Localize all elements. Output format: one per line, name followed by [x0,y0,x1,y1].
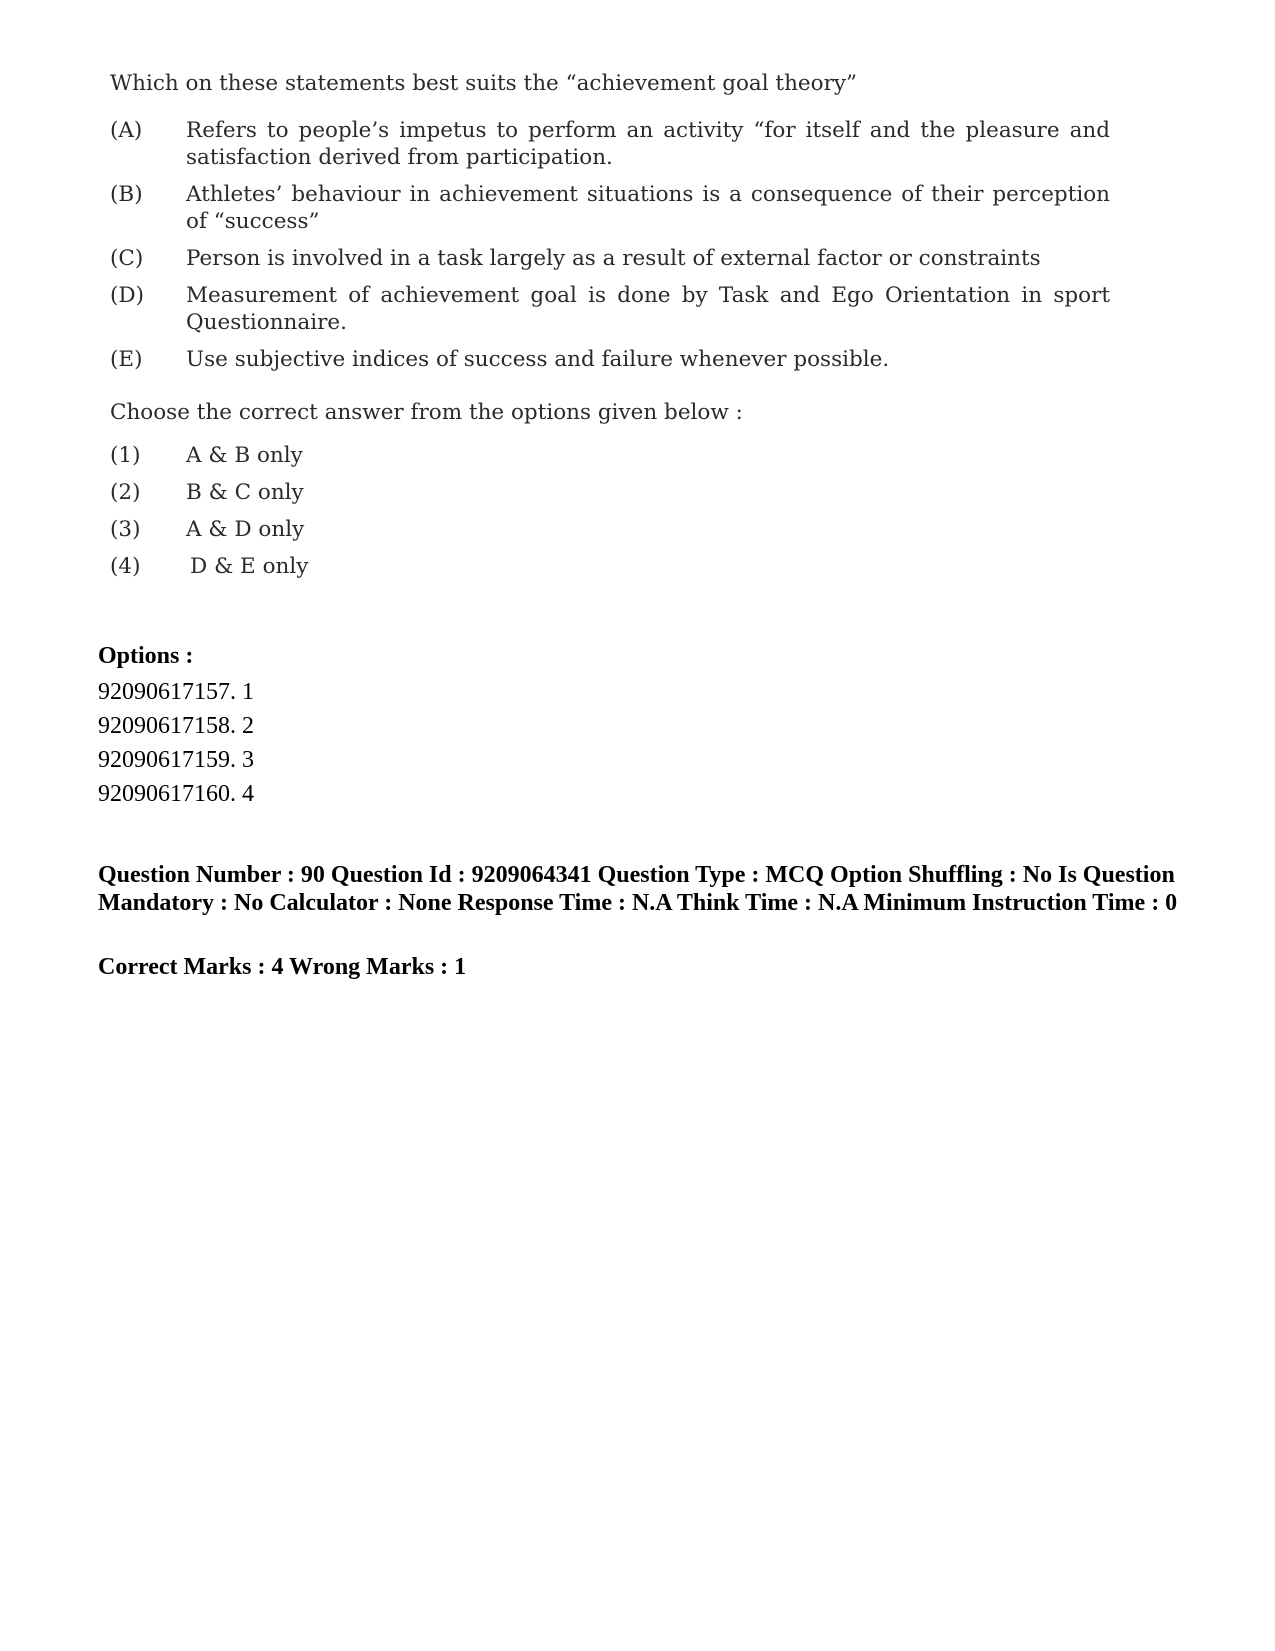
choice-text: B & C only [186,480,304,505]
statement-label: (B) [110,182,143,207]
question-image [110,70,1110,590]
statement-e [110,346,1110,373]
choice-text: D & E only [190,554,309,579]
statement-text: Use subjective indices of success and failure whenever possible. [186,347,890,372]
choice-label: (1) [110,443,141,468]
option-id-list [98,675,1178,811]
option-id-item: 92090617158. 2 [98,713,254,739]
statement-c [110,245,1110,272]
statement-d [110,282,1110,336]
choice-4 [110,553,1110,580]
statement-text: Refers to people’s impetus to perform an activity “for itself and the pleasure and satisfaction derived from participation. [186,118,1110,170]
statement-label: (D) [110,283,145,308]
statement-label: (E) [110,347,143,372]
choice-text: A & D only [186,517,305,542]
statement-text: Person is involved in a task largely as a result of external factor or constraints [186,246,1041,271]
choice-text: A & B only [186,443,303,468]
option-id-item: 92090617159. 3 [98,747,254,773]
choice-2 [110,479,1110,506]
statement-b [110,181,1110,235]
question-details: Question Number : 90 Question Id : 9209064341 Question Type : MCQ Option Shuffling : No Is Question Mandatory : No Calculator : None Response Time : N.A Think Time : N.A Minimum Instruction Time : 0 [98,862,1178,916]
statement-a [110,117,1110,171]
statement-text: Athletes’ behaviour in achievement situations is a consequence of their perception of “success” [186,182,1110,234]
option-id-item: 92090617160. 4 [98,781,254,807]
choose-prompt: Choose the correct answer from the options given below : [110,400,743,425]
option-id-item: 92090617157. 1 [98,679,254,705]
statement-label: (C) [110,246,144,271]
choice-label: (2) [110,480,141,505]
marks-info: Correct Marks : 4 Wrong Marks : 1 [98,954,467,980]
statement-text: Measurement of achievement goal is done by Task and Ego Orientation in sport Questionnaire. [186,283,1110,335]
choice-3 [110,516,1110,543]
statement-label: (A) [110,118,143,143]
choice-label: (3) [110,517,141,542]
choice-label: (4) [110,554,141,579]
question-stem: Which on these statements best suits the “achievement goal theory” [110,71,857,96]
options-heading: Options : [98,643,194,669]
choice-1 [110,442,1110,469]
